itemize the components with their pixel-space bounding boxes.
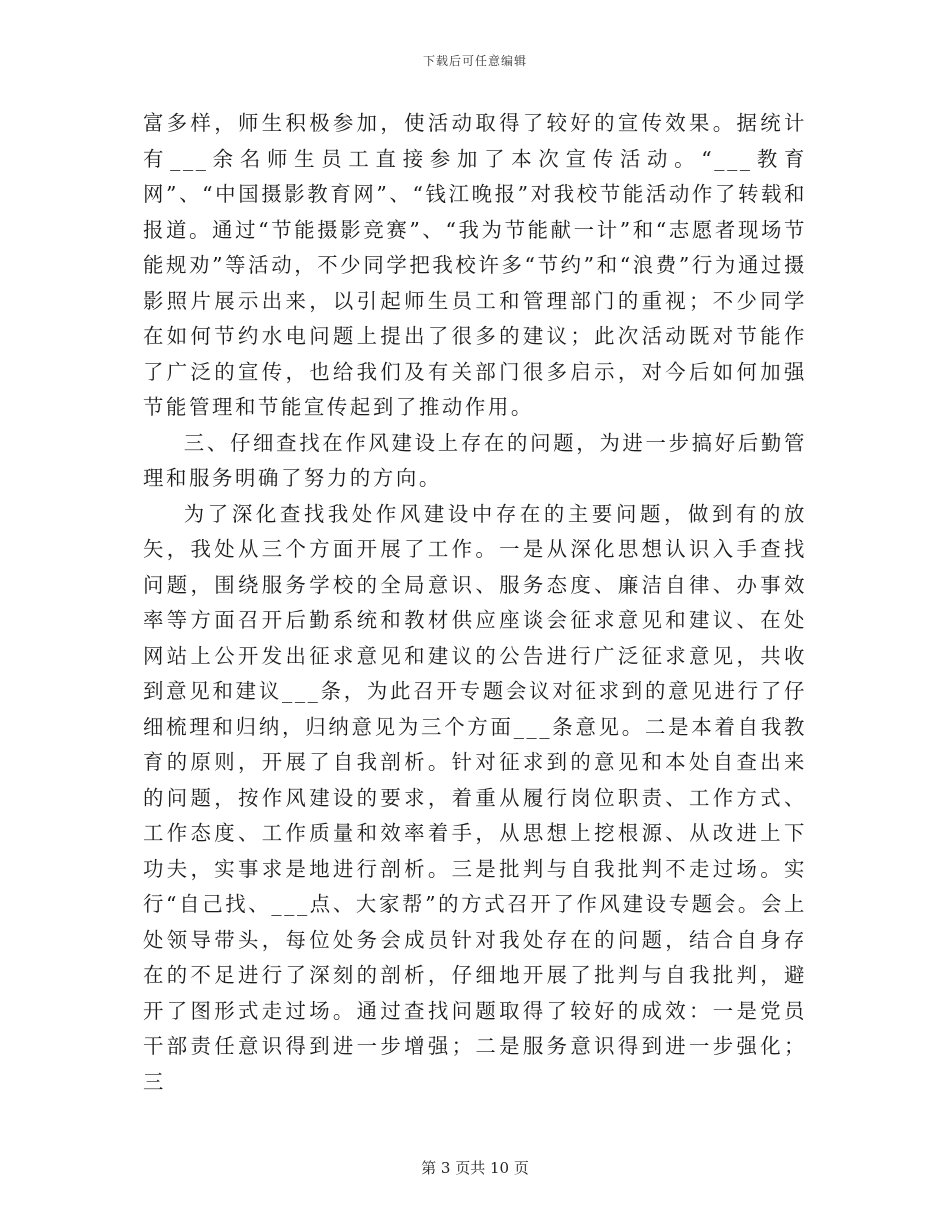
page-header-note: 下载后可任意编辑 — [422, 54, 527, 68]
paragraph-3: 为了深化查找我处作风建设中存在的主要问题，做到有的放矢，我处从三个方面开展了工作。一是从深化思想认识入手查找问题，围绕服务学校的全局意识、服务态度、廉洁自律、办事效率等方面召开后勤系统和教材供应座谈会征求意见和建议、在处网站上公开发出征求意见和建议的公告进行广泛征求意见，共收到意见和建议___条，为此召开专题会议对征求到的意见进行了仔细梳理和归纳，归纳意见为三个方面___条意见。二是本着自我教育的原则，开展了自我剖析。针对征求到的意见和本处自查出来的问题，按作风建设的要求，着重从履行岗位职责、工作方式、工作态度、工作质量和效率着手，从思想上挖根源、从改进上下功夫，实事求是地进行剖析。三是批判与自我批判不走过场。实行“自己找、___点、大家帮”的方式召开了作风建设专题会。会上处领导带头，每位处务会成员针对我处存在的问题，结合自身存在的不足进行了深刻的剖析，仔细地开展了批判与自我批判，避开了图形式走过场。通过查找问题取得了较好的成效：一是党员干部责任意识得到进一步增强；二是服务意识得到进一步强化；三 — [143, 501, 807, 1094]
paragraph-2-section-heading: 三、仔细查找在作风建设上存在的问题，为进一步搞好后勤管理和服务明确了努力的方向。 — [143, 430, 807, 490]
page-number: 第 3 页共 10 页 — [421, 1159, 529, 1177]
document-body — [143, 106, 807, 1100]
paragraph-1: 富多样，师生积极参加，使活动取得了较好的宣传效果。据统计有___余名师生员工直接参加了本次宣传活动。“___教育网”、“中国摄影教育网”、“钱江晚报”对我校节能活动作了转载和报道。通过“节能摄影竞赛”、“我为节能献一计”和“志愿者现场节能规劝”等活动，不少同学把我校许多“节约”和“浪费”行为通过摄影照片展示出来，以引起师生员工和管理部门的重视；不少同学在如何节约水电问题上提出了很多的建议；此次活动既对节能作了广泛的宣传，也给我们及有关部门很多启示，对今后如何加强节能管理和节能宣传起到了推动作用。 — [143, 111, 807, 419]
